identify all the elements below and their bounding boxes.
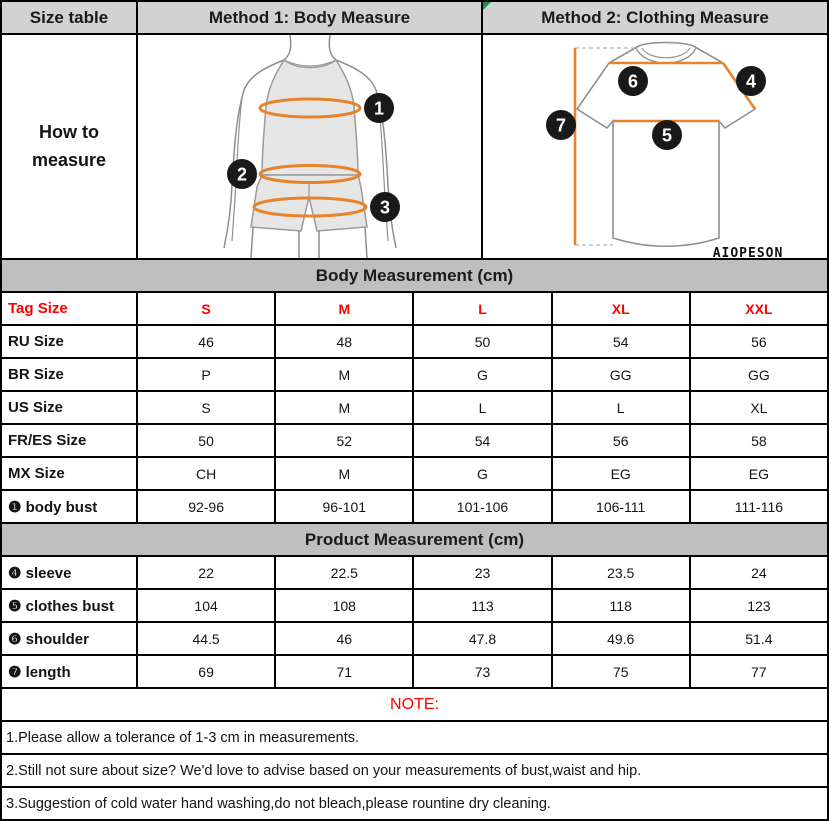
cell-value: 113 xyxy=(414,590,550,621)
row-label: ❶ body bust xyxy=(2,491,136,522)
cell-value: M xyxy=(276,458,412,489)
body-figure-drawing xyxy=(138,35,481,258)
cell-value: 75 xyxy=(553,656,689,687)
cell-value: 50 xyxy=(138,425,274,456)
note-row-1 xyxy=(2,722,827,753)
brand-text: AIOPESON xyxy=(712,246,784,258)
cell-value: 23 xyxy=(414,557,550,588)
legs-lines xyxy=(251,227,367,258)
body-measurement-title: Body Measurement (cm) xyxy=(2,260,827,291)
cell-value: 56 xyxy=(553,425,689,456)
note-row-2 xyxy=(2,755,827,786)
method1-title: Method 1: Body Measure xyxy=(138,2,481,33)
cell-value: 101-106 xyxy=(414,491,550,522)
cell-value: 77 xyxy=(691,656,827,687)
clothing-measure-illustration xyxy=(483,35,827,258)
cell-value: 46 xyxy=(276,623,412,654)
cell-value: M xyxy=(276,392,412,423)
cell-value: G xyxy=(414,359,550,390)
size-col-m: M xyxy=(276,293,412,324)
cell-value: EG xyxy=(553,458,689,489)
cell-value: 104 xyxy=(138,590,274,621)
row-label: FR/ES Size xyxy=(2,425,136,456)
size-col-xl: XL xyxy=(553,293,689,324)
cell-value: 92-96 xyxy=(138,491,274,522)
cell-value: L xyxy=(553,392,689,423)
note-title-row xyxy=(2,689,827,720)
cell-value: 96-101 xyxy=(276,491,412,522)
badge-6-number: 6 xyxy=(627,71,639,92)
cell-value: 46 xyxy=(138,326,274,357)
cell-value: GG xyxy=(553,359,689,390)
badge-1-number: 1 xyxy=(373,98,385,119)
cell-value: 47.8 xyxy=(414,623,550,654)
cell-value: G xyxy=(414,458,550,489)
note-item-2: 2.Still not sure about size? We'd love to advise based on your measurements of bust,waist and hip. xyxy=(2,755,827,786)
cell-value: L xyxy=(414,392,550,423)
cell-value: M xyxy=(276,359,412,390)
cell-value: 56 xyxy=(691,326,827,357)
cell-value: 71 xyxy=(276,656,412,687)
row-label: ❻ shoulder xyxy=(2,623,136,654)
illustration-row xyxy=(2,35,827,258)
cell-value: 48 xyxy=(276,326,412,357)
badge-1 xyxy=(364,93,394,123)
cell-value: 108 xyxy=(276,590,412,621)
row-label: MX Size xyxy=(2,458,136,489)
cell-value: CH xyxy=(138,458,274,489)
product-measurement-title: Product Measurement (cm) xyxy=(2,524,827,555)
table-row-us-size xyxy=(2,392,827,423)
cell-value: 118 xyxy=(553,590,689,621)
body-measurement-header-row xyxy=(2,260,827,291)
row-label: BR Size xyxy=(2,359,136,390)
cell-value: EG xyxy=(691,458,827,489)
badge-2-number: 2 xyxy=(236,164,248,185)
badge-4-number: 4 xyxy=(745,71,757,92)
badge-7 xyxy=(546,110,576,140)
method2-title-text: Method 2: Clothing Measure xyxy=(541,7,769,27)
method2-title xyxy=(483,2,827,33)
cell-value: 69 xyxy=(138,656,274,687)
top-header-row xyxy=(2,2,827,33)
body-measure-illustration xyxy=(138,35,481,258)
cell-value: S xyxy=(138,392,274,423)
row-label: ❼ length xyxy=(2,656,136,687)
badge-6 xyxy=(618,66,648,96)
size-col-s: S xyxy=(138,293,274,324)
cell-value: 123 xyxy=(691,590,827,621)
badge-7-number: 7 xyxy=(555,115,567,136)
row-label: ❹ sleeve xyxy=(2,557,136,588)
table-row-shoulder xyxy=(2,623,827,654)
cell-value: 22.5 xyxy=(276,557,412,588)
cell-value: 23.5 xyxy=(553,557,689,588)
badge-5-number: 5 xyxy=(661,125,673,146)
table-row-br-size xyxy=(2,359,827,390)
note-title: NOTE: xyxy=(2,689,827,720)
cell-value: 22 xyxy=(138,557,274,588)
size-table-title: Size table xyxy=(2,2,136,33)
product-measurement-header-row xyxy=(2,524,827,555)
note-item-1: 1.Please allow a tolerance of 1-3 cm in measurements. xyxy=(2,722,827,753)
how-to-measure-label: How to measure xyxy=(2,35,136,258)
cell-value: 50 xyxy=(414,326,550,357)
badge-2 xyxy=(227,159,257,189)
table-row-sleeve xyxy=(2,557,827,588)
cell-value: 73 xyxy=(414,656,550,687)
badge-3-number: 3 xyxy=(379,197,391,218)
row-label: ❺ clothes bust xyxy=(2,590,136,621)
badge-5 xyxy=(652,120,682,150)
badge-4 xyxy=(736,66,766,96)
neck-left-line xyxy=(284,35,291,60)
cell-value: 24 xyxy=(691,557,827,588)
cell-value: 54 xyxy=(414,425,550,456)
cell-value: 106-111 xyxy=(553,491,689,522)
cell-value: 54 xyxy=(553,326,689,357)
table-row-fres-size xyxy=(2,425,827,456)
size-col-l: L xyxy=(414,293,550,324)
cell-value: 52 xyxy=(276,425,412,456)
cell-value: XL xyxy=(691,392,827,423)
row-label: RU Size xyxy=(2,326,136,357)
badge-3 xyxy=(370,192,400,222)
table-row-mx-size xyxy=(2,458,827,489)
note-item-3: 3.Suggestion of cold water hand washing,do not bleach,please rountine dry cleaning. xyxy=(2,788,827,819)
note-row-3 xyxy=(2,788,827,819)
green-corner-marker xyxy=(483,2,491,10)
tag-size-header: Tag Size xyxy=(2,293,136,324)
neck-right-line xyxy=(329,35,336,60)
cell-value: 49.6 xyxy=(553,623,689,654)
table-row-clothes-bust xyxy=(2,590,827,621)
table-row-body-bust xyxy=(2,491,827,522)
cell-value: 58 xyxy=(691,425,827,456)
cell-value: P xyxy=(138,359,274,390)
cell-value: GG xyxy=(691,359,827,390)
cell-value: 51.4 xyxy=(691,623,827,654)
row-label: US Size xyxy=(2,392,136,423)
table-row-ru-size xyxy=(2,326,827,357)
size-col-xxl: XXL xyxy=(691,293,827,324)
tshirt-drawing xyxy=(485,35,825,258)
tag-size-header-row xyxy=(2,293,827,324)
table-row-length xyxy=(2,656,827,687)
cell-value: 111-116 xyxy=(691,491,827,522)
cell-value: 44.5 xyxy=(138,623,274,654)
